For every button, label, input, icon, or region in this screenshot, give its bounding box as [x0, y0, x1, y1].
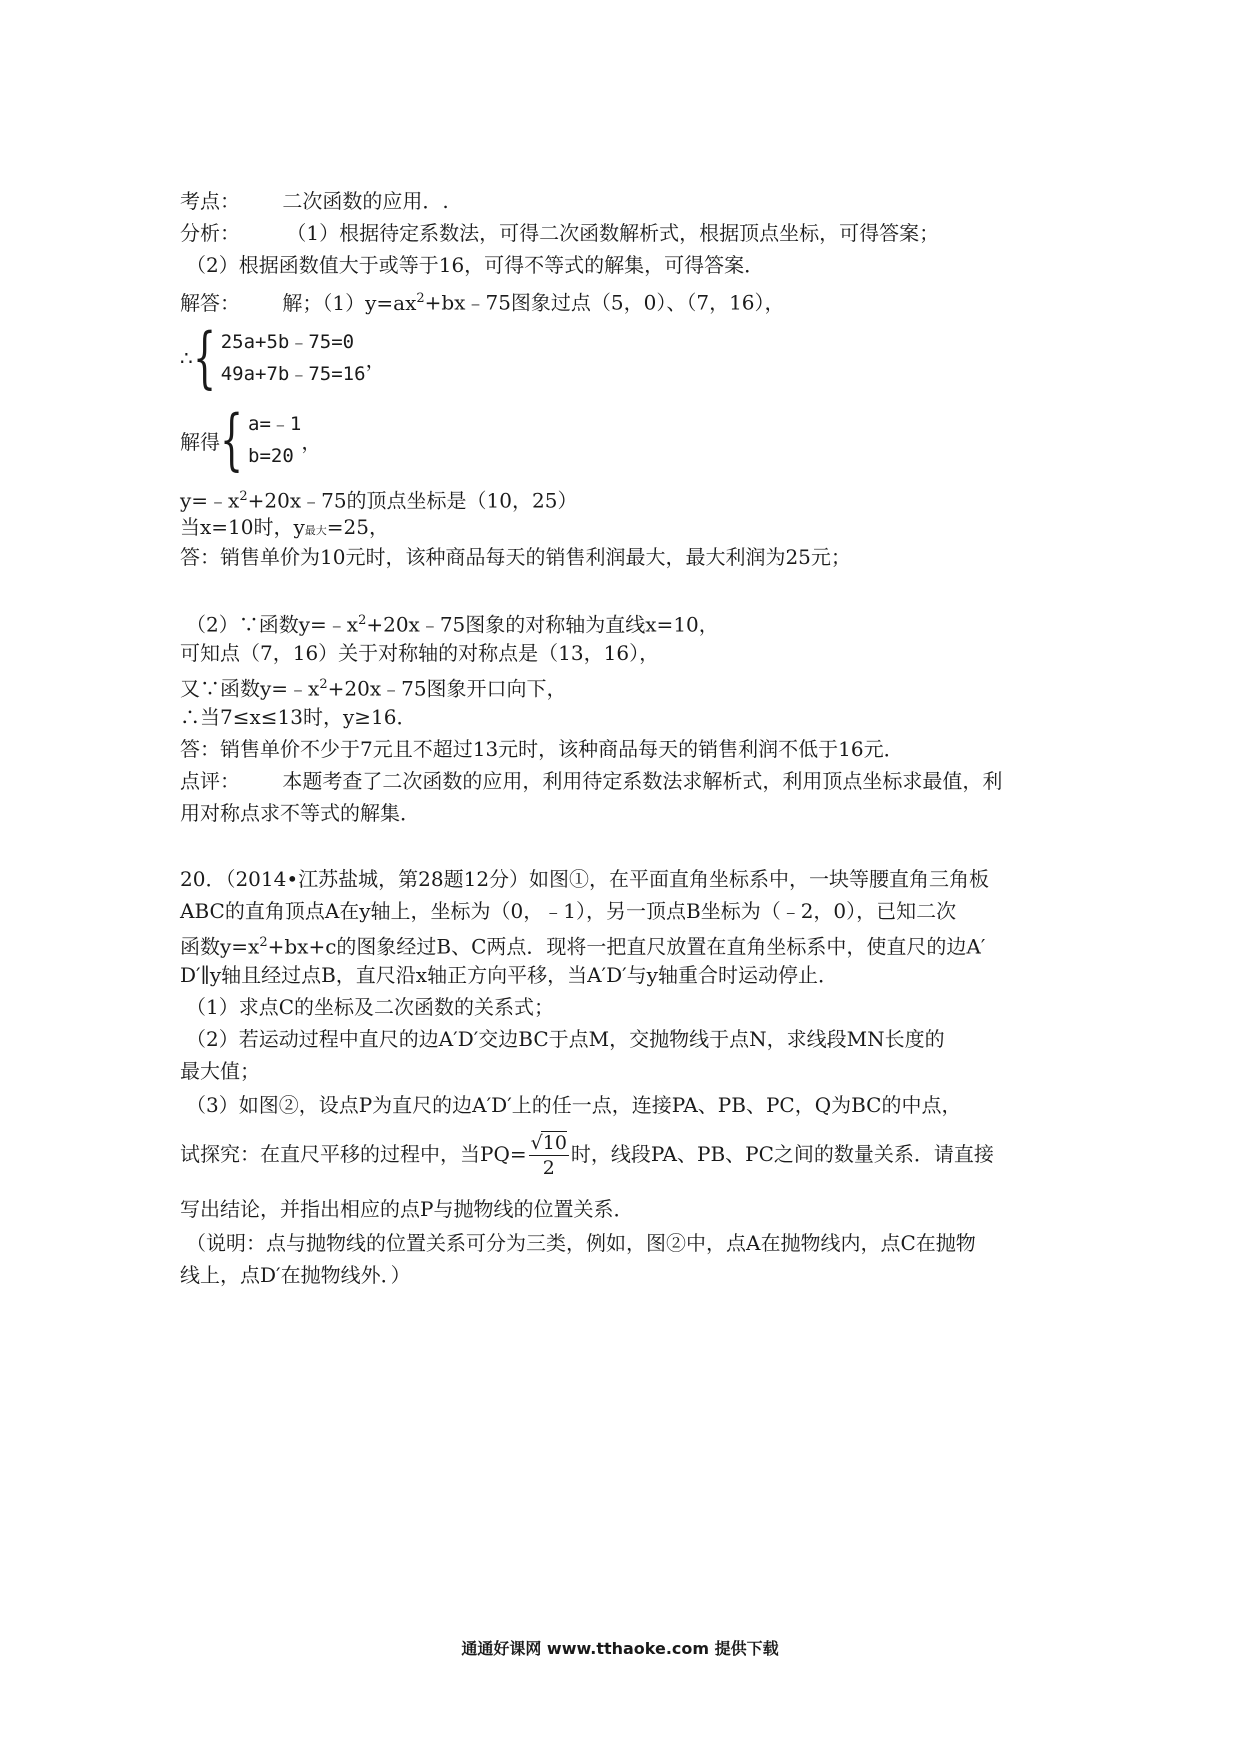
page-footer: 通通好课网 www.tthaoke.com 提供下载 — [461, 1639, 779, 1658]
q20-line-9 — [180, 1130, 994, 1180]
q20-line-1: 20．（2014•江苏盐城，第28题12分）如图①，在平面直角坐标系中，一块等腰直角三角板 — [180, 867, 990, 891]
p2-3-post: +20x﹣75图象开口向下， — [327, 676, 567, 701]
vertex-pre: y=﹣x — [180, 488, 240, 513]
system-rows — [248, 408, 301, 472]
jieda-label: 解答： — [180, 290, 240, 315]
fraction-numerator: √10 — [530, 1132, 567, 1154]
fenxi-line — [180, 218, 939, 248]
vertex-line — [180, 482, 577, 516]
fenxi-label: 分析： — [180, 221, 240, 245]
left-brace: { — [192, 319, 216, 396]
q20-l3-pre: 函数y=x — [180, 934, 260, 959]
therefore-symbol: ∴ — [180, 346, 193, 370]
part2-line-4: ∴当7≤x≤13时，y≥16． — [180, 705, 417, 729]
vertex-post: +20x﹣75的顶点坐标是（10，25） — [247, 488, 578, 513]
answer-1: 答：销售单价为10元时，该种商品每天的销售利润最大，最大利润为25元； — [180, 545, 851, 569]
dianping-text: 本题考查了二次函数的应用，利用待定系数法求解析式，利用顶点坐标求最值，利 — [282, 769, 1003, 793]
exponent: 2 — [259, 935, 268, 950]
q20-line-10: 写出结论，并指出相应的点P与抛物线的位置关系． — [180, 1197, 634, 1221]
q20-line-4: D′∥y轴且经过点B，直尺沿x轴正方向平移，当A′D′与y轴重合时运动停止． — [180, 963, 838, 987]
p2-1-post: +20x﹣75图象的对称轴为直线x=10， — [366, 612, 719, 637]
sqrt-radicand: 10 — [542, 1132, 567, 1154]
fenxi-line-2: （2）根据函数值大于或等于16，可得不等式的解集，可得答案． — [186, 253, 765, 277]
equation-row-2: 49a+7b﹣75=16 — [220, 363, 366, 385]
system-rows — [221, 326, 366, 390]
equation-system-2 — [180, 401, 322, 478]
q20-line-6: （2）若运动过程中直尺的边A′D′交边BC于点M，交抛物线于点N，求线段MN长度的 — [186, 1027, 945, 1051]
q20-l9-post: 时，线段PA、PB、PC之间的数量关系．请直接 — [570, 1142, 994, 1166]
dianping-line-2: 用对称点求不等式的解集． — [180, 801, 420, 825]
kaodian-label: 考点： — [180, 189, 240, 213]
when-pre: 当x=10时，y — [180, 515, 305, 539]
dianping-line — [180, 766, 1002, 796]
q20-line-8: （3）如图②，设点P为直尺的边A′D′上的任一点，连接PA、PB、PC，Q为BC的中点， — [186, 1093, 962, 1117]
answer-2: 答：销售单价不少于7元且不超过13元时，该种商品每天的销售利润不低于16元． — [180, 737, 904, 761]
equation-row-1: 25a+5b﹣75=0 — [220, 331, 355, 353]
q20-l9-pre: 试探究：在直尺平移的过程中，当PQ= — [180, 1142, 527, 1166]
when-post: =25， — [326, 515, 390, 539]
exponent: 2 — [239, 489, 248, 504]
left-brace: { — [220, 401, 244, 478]
fenxi-text: （1）根据待定系数法，可得二次函数解析式，根据顶点坐标，可得答案； — [286, 221, 940, 245]
exponent: 2 — [319, 677, 328, 692]
p2-1-pre: （2）∵函数y=﹣x — [186, 612, 359, 637]
exponent: 2 — [358, 613, 367, 628]
fraction-denominator: 2 — [542, 1157, 555, 1179]
dianping-label: 点评： — [180, 769, 240, 793]
subscript: 最大 — [304, 524, 327, 537]
q20-line-11: （说明：点与抛物线的位置关系可分为三类，例如，图②中，点A在抛物线内，点C在抛物 — [186, 1231, 976, 1255]
part2-line-3 — [180, 670, 567, 704]
q20-l3-post: +bx+c的图象经过B、C两点．现将一把直尺放置在直角坐标系中，使直尺的边A′ — [267, 934, 986, 959]
max-value-line — [180, 512, 389, 546]
system-tail: ， — [301, 429, 322, 454]
system-tail: ， — [365, 347, 386, 372]
p2-3-pre: 又∵函数y=﹣x — [180, 676, 320, 701]
q20-line-12: 线上，点D′在抛物线外．） — [180, 1263, 411, 1287]
part2-line-2: 可知点（7，16）关于对称轴的对称点是（13，16）， — [180, 641, 660, 665]
q20-line-5: （1）求点C的坐标及二次函数的关系式； — [186, 995, 555, 1019]
jieda-post: +bx﹣75图象过点（5，0）、（7，16）， — [424, 290, 785, 315]
sqrt-fraction — [529, 1131, 569, 1180]
jieda-pre: 解；（1）y=ax — [282, 290, 417, 315]
kaodian-text: 二次函数的应用．. — [282, 189, 449, 213]
solution-row-1: a=﹣1 — [248, 413, 302, 435]
exponent: 2 — [416, 291, 425, 306]
kaodian-line — [180, 186, 449, 216]
equation-system-1 — [180, 319, 386, 396]
jiede-label: 解得 — [180, 429, 220, 454]
part2-line-1 — [186, 606, 719, 640]
q20-line-2: ABC的直角顶点A在y轴上，坐标为（0，﹣1），另一顶点B坐标为（﹣2，0），已知二次 — [180, 899, 957, 923]
jieda-line — [180, 284, 785, 318]
solution-row-2: b=20 — [248, 445, 294, 467]
q20-line-7: 最大值； — [180, 1059, 260, 1083]
q20-line-3 — [180, 928, 985, 962]
